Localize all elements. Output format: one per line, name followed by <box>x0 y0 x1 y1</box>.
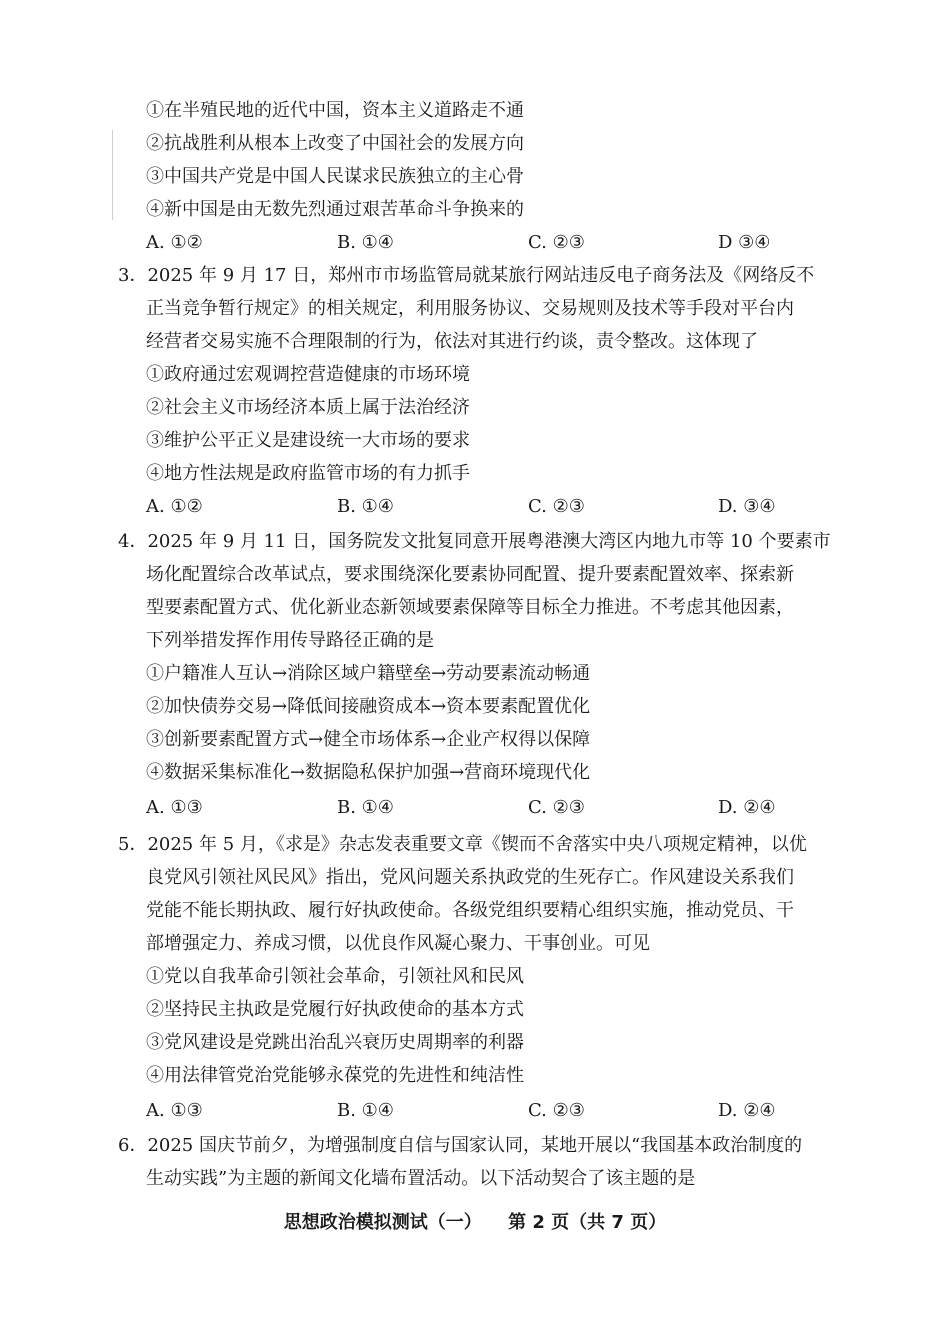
q5-item-4: ④用法律管党治党能够永葆党的先进性和纯洁性 <box>146 1065 524 1086</box>
q4-stem-line-4: 下列举措发挥作用传导路径正确的是 <box>146 630 434 651</box>
q4-item-4: ④数据采集标准化→数据隐私保护加强→营商环境现代化 <box>146 762 591 783</box>
q2-item-4: ④新中国是由无数先烈通过艰苦革命斗争换来的 <box>146 199 524 220</box>
q4-option-b: B. ①④ <box>337 797 394 818</box>
q5-options <box>0 1098 950 1124</box>
q5-option-b: B. ①④ <box>337 1100 394 1121</box>
q3-stem-line-3: 经营者交易实施不合理限制的行为，依法对其进行约谈，责令整改。这体现了 <box>146 331 758 352</box>
footer-subject: 思想政治模拟测试（一） <box>283 1212 482 1233</box>
q2-item-2: ②抗战胜利从根本上改变了中国社会的发展方向 <box>146 133 524 154</box>
q3-stem-line-2: 正当竞争暂行规定》的相关规定，利用服务协议、交易规则及技术等手段对平台内 <box>146 298 794 319</box>
q2-option-c: C. ②③ <box>528 232 585 253</box>
q2-item-3: ③中国共产党是中国人民谋求民族独立的主心骨 <box>146 166 524 187</box>
margin-mark <box>112 130 113 220</box>
q4-stem-line-2: 场化配置综合改革试点，要求围绕深化要素协同配置、提升要素配置效率、探索新 <box>146 564 794 585</box>
q3-item-2: ②社会主义市场经济本质上属于法治经济 <box>146 397 470 418</box>
q5-option-d: D. ②④ <box>718 1100 776 1121</box>
q2-option-d: D ③④ <box>718 232 771 253</box>
q3-option-d: D. ③④ <box>718 496 776 517</box>
q5-item-3: ③党风建设是党跳出治乱兴衰历史周期率的利器 <box>146 1032 524 1053</box>
q4-option-c: C. ②③ <box>528 797 585 818</box>
q4-item-1: ①户籍准人互认→消除区域户籍壁垒→劳动要素流动畅通 <box>146 663 591 684</box>
q6-stem-line-2: 生动实践”为主题的新闻文化墙布置活动。以下活动契合了该主题的是 <box>146 1168 696 1189</box>
q4-item-3: ③创新要素配置方式→健全市场体系→企业产权得以保障 <box>146 729 591 750</box>
q4-item-2: ②加快债券交易→降低间接融资成本→资本要素配置优化 <box>146 696 591 717</box>
q5-stem-line-1: 5．2025 年 5 月，《求是》杂志发表重要文章《锲而不舍落实中央八项规定精神，以优 <box>118 834 807 855</box>
q4-stem-line-3: 型要素配置方式、优化新业态新领域要素保障等目标全力推进。不考虑其他因素， <box>146 597 794 618</box>
q3-item-4: ④地方性法规是政府监管市场的有力抓手 <box>146 463 470 484</box>
q4-options <box>0 795 950 821</box>
q3-option-a: A. ①② <box>146 496 203 517</box>
q3-options <box>0 494 950 520</box>
q5-option-a: A. ①③ <box>146 1100 203 1121</box>
q6-stem-line-1: 6．2025 国庆节前夕，为增强制度自信与国家认同，某地开展以“我国基本政治制度的 <box>118 1135 803 1156</box>
q2-item-1: ①在半殖民地的近代中国，资本主义道路走不通 <box>146 100 524 121</box>
q4-option-a: A. ①③ <box>146 797 203 818</box>
q3-item-1: ①政府通过宏观调控营造健康的市场环境 <box>146 364 470 385</box>
q3-option-c: C. ②③ <box>528 496 585 517</box>
page-footer <box>0 1210 950 1236</box>
q4-option-d: D. ②④ <box>718 797 776 818</box>
q2-option-a: A. ①② <box>146 232 203 253</box>
q4-stem-line-1: 4．2025 年 9 月 11 日，国务院发文批复同意开展粤港澳大湾区内地九市等 10 个要素市 <box>118 531 831 552</box>
q5-stem-line-3: 党能不能长期执政、履行好执政使命。各级党组织要精心组织实施，推动党员、干 <box>146 900 794 921</box>
q5-stem-line-4: 部增强定力、养成习惯，以优良作风凝心聚力、干事创业。可见 <box>146 933 650 954</box>
footer-page-number: 第 2 页（共 7 页） <box>508 1212 667 1233</box>
q3-item-3: ③维护公平正义是建设统一大市场的要求 <box>146 430 470 451</box>
q2-option-b: B. ①④ <box>337 232 394 253</box>
q5-item-2: ②坚持民主执政是党履行好执政使命的基本方式 <box>146 999 524 1020</box>
q2-options <box>0 230 950 256</box>
q5-stem-line-2: 良党风引领社风民风》指出，党风问题关系执政党的生死存亡。作风建设关系我们 <box>146 867 794 888</box>
q3-stem-line-1: 3．2025 年 9 月 17 日，郑州市市场监管局就某旅行网站违反电子商务法及《网络反不 <box>118 265 815 286</box>
q5-item-1: ①党以自我革命引领社会革命，引领社风和民风 <box>146 966 524 987</box>
q3-option-b: B. ①④ <box>337 496 394 517</box>
q5-option-c: C. ②③ <box>528 1100 585 1121</box>
